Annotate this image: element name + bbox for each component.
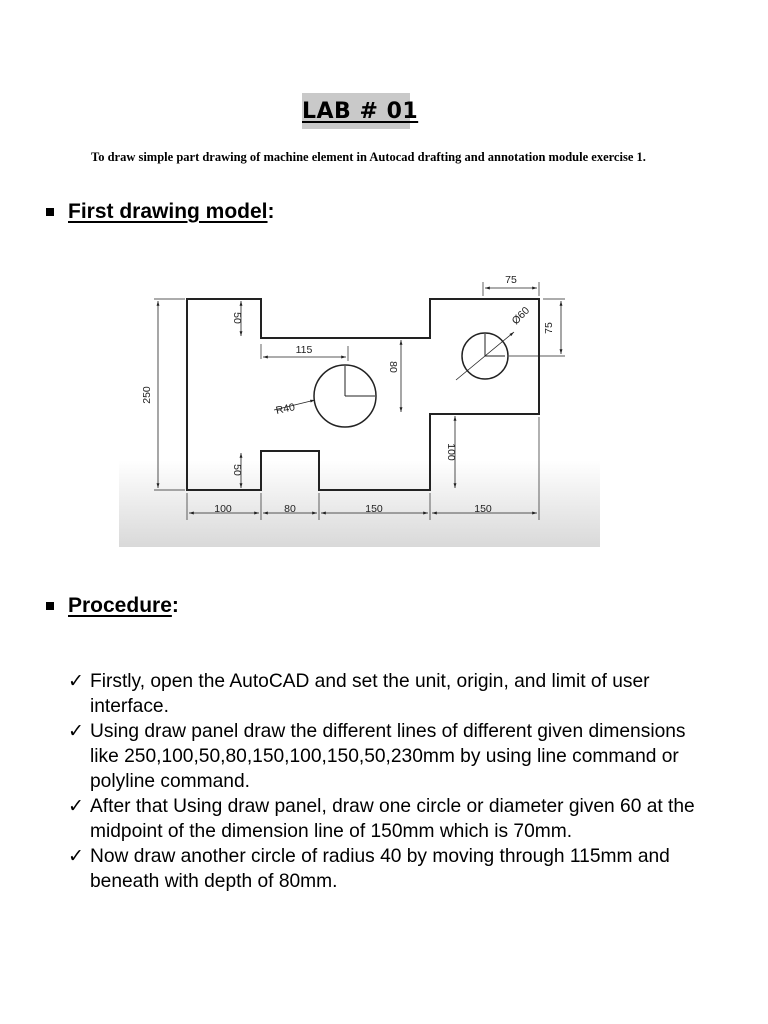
procedure-step: Now draw another circle of radius 40 by moving through 115mm and beneath with depth of 80mm. [90,846,670,892]
dim-100-bottom: 100 [214,503,232,515]
dim-100-vertical: 100 [445,443,457,461]
dim-150-middle: 150 [365,503,383,515]
procedure-step: Firstly, open the AutoCAD and set the unit, origin, and limit of user interface. [90,671,650,717]
checkmark-icon: ✓ [68,721,85,742]
intro-paragraph: To draw simple part drawing of machine element in Autocad drafting and annotation module exercise 1. [91,150,646,164]
checkmark-icon: ✓ [68,796,85,817]
heading-colon: : [267,200,275,223]
list-item [68,844,708,894]
dim-diameter-60: Ø60 [509,304,533,328]
technical-drawing [119,262,600,547]
checkmark-icon: ✓ [68,671,85,692]
procedure-step: After that Using draw panel, draw one circle or diameter given 60 at the midpoint of the dimension line of 150mm which is 70mm. [90,796,695,842]
dim-80-vertical: 80 [387,361,399,373]
procedure-list [68,669,708,894]
section-heading-procedure [46,594,179,618]
dim-50-bottom: 50 [231,464,243,476]
lab-title [302,93,436,129]
dim-75-right: 75 [543,322,555,334]
list-item [68,794,708,844]
square-bullet-icon [46,208,54,216]
drawing-svg [119,262,600,547]
lab-title-text: LAB # 01 [302,98,419,124]
checkmark-icon: ✓ [68,846,85,867]
dim-115: 115 [295,344,313,356]
heading-text: Procedure [68,594,172,617]
heading-text: First drawing model [68,200,268,223]
list-item [68,719,708,794]
dim-150-right: 150 [474,503,492,515]
procedure-step: Using draw panel draw the different lines of different given dimensions like 250,100,50,80,150,100,150,50,230mm by using line command or polyline command. [90,721,686,792]
dim-r40: R40 [274,401,297,417]
square-bullet-icon [46,602,54,610]
section-heading-drawing-model [46,200,275,224]
dim-250: 250 [141,386,153,404]
dim-50-top: 50 [231,312,243,324]
dim-80-bottom: 80 [284,503,296,515]
heading-colon: : [171,594,179,617]
dim-75-top: 75 [505,274,517,286]
list-item [68,669,708,719]
drawing-background [119,460,600,547]
